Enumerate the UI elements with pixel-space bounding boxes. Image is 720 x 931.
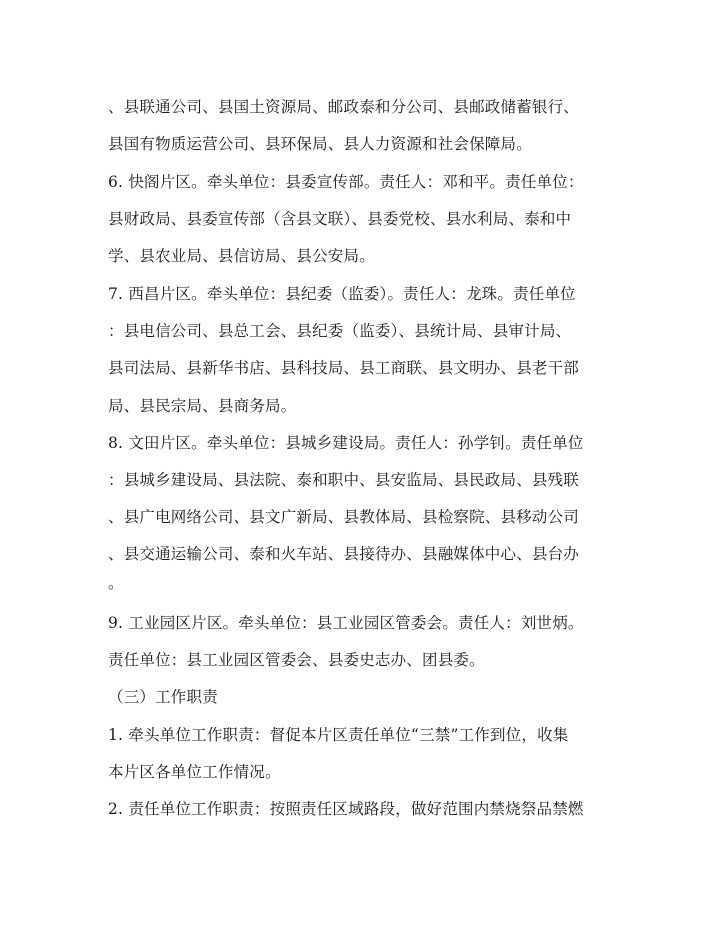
text-line: 、县交通运输公司、泰和火车站、县接待办、县融媒体中心、县台办 (108, 545, 580, 563)
text-line: 、县广电网络公司、县文广新局、县教体局、县检察院、县移动公司 (108, 508, 580, 526)
text-line: 局、县民宗局、县商务局。 (108, 397, 297, 415)
text-line: 9. 工业园区片区。牵头单位：县工业园区管委会。责任人：刘世炳。 (108, 614, 584, 632)
text-line: 县国有物质运营公司、县环保局、县人力资源和社会保障局。 (108, 135, 532, 153)
text-line: 县财政局、县委宣传部（含县文联）、县委党校、县水利局、泰和中 (108, 210, 572, 228)
text-line: 、县联通公司、县国土资源局、邮政泰和分公司、县邮政储蓄银行、 (108, 98, 580, 116)
text-line: 学、县农业局、县信访局、县公安局。 (108, 247, 375, 265)
section-heading: （三）工作职责 (108, 688, 218, 706)
text-line: 。 (108, 574, 124, 592)
text-line: 县司法局、县新华书店、县科技局、县工商联、县文明办、县老干部 (108, 359, 580, 377)
text-line: 1. 牵头单位工作职责：督促本片区责任单位“三禁”工作到位，收集 (108, 726, 569, 744)
text-line: 本片区各单位工作情况。 (108, 763, 281, 781)
text-line: 责任单位：县工业园区管委会、县委史志办、团县委。 (108, 651, 485, 669)
text-line: ：县城乡建设局、县法院、泰和职中、县安监局、县民政局、县残联 (108, 471, 580, 489)
text-line: 2. 责任单位工作职责：按照责任区域路段，做好范围内禁烧祭品禁燃 (108, 800, 584, 818)
text-line: 7. 西昌片区。牵头单位：县纪委（监委）。责任人：龙珠。责任单位 (108, 285, 576, 303)
text-line: 8. 文田片区。牵头单位：县城乡建设局。责任人：孙学钊。责任单位 (108, 434, 584, 452)
text-line: 6. 快阁片区。牵头单位：县委宣传部。责任人：邓和平。责任单位： (108, 173, 584, 191)
text-line: ：县电信公司、县总工会、县纪委（监委）、县统计局、县审计局、 (108, 322, 572, 340)
